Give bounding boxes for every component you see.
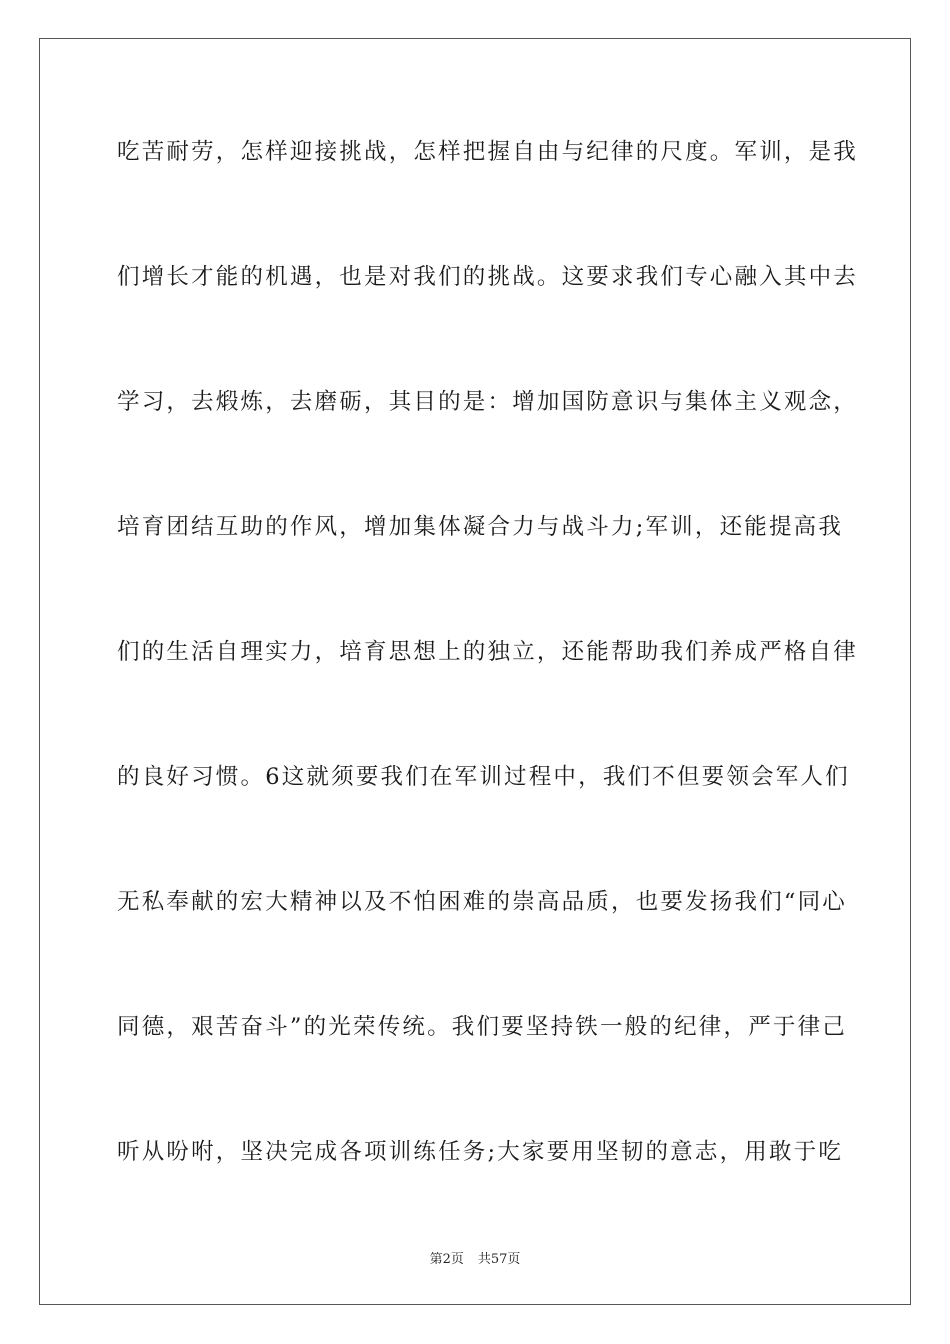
body-text-line: 同德，艰苦奋斗”的光荣传统。我们要坚持铁一般的纪律，严于律己 [117,1014,848,1040]
body-text-line: 培育团结互助的作风，增加集体凝合力与战斗力;军训，还能提高我 [117,514,844,540]
body-text-line: 吃苦耐劳，怎样迎接挑战，怎样把握自由与纪律的尺度。军训，是我 [117,139,859,165]
page-footer [0,1248,950,1267]
document-body [117,128,859,1253]
body-text-line: 们的生活自理实力，培育思想上的独立，还能帮助我们养成严格自律 [117,639,859,665]
body-text-line: 的良好习惯。6这就须要我们在军训过程中，我们不但要领会军人们 [117,764,850,790]
body-text-line: 无私奉献的宏大精神以及不怕困难的崇高品质，也要发扬我们“同心 [117,889,848,915]
body-text-line: 们增长才能的机遇，也是对我们的挑战。这要求我们专心融入其中去 [117,264,859,290]
page-total: 共57页 [477,1252,521,1267]
page-number: 第2页 [429,1252,464,1267]
body-text-line: 学习，去煅炼，去磨砺，其目的是：增加国防意识与集体主义观念， [117,389,859,415]
body-text-line: 听从吩咐，坚决完成各项训练任务;大家要用坚韧的意志，用敢于吃 [117,1139,844,1165]
